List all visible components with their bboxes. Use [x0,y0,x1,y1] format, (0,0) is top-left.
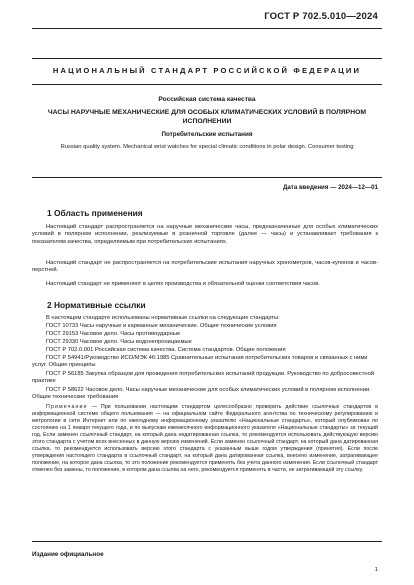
note-text: — При пользовании настоящим стандартом целесообразно проверить действие ссылочных стандартов в информационной системе общего пользования — на официальном сайте Федерального агентства по техническому регулированию и метрологии в сети Интернет или по ежегодному информационному указателю «Национальные стандарты», который опубликован по состоянию на 1 января текущего года, и по выпускам ежемесячного информационного указателя «Национальные стандарты» за текущий год. Если заменен ссылочный стандарт, на который дана недатированная ссылка, то рекомендуется использовать действующую версию этого стандарта с учетом всех внесенных в данную версию изменений. Если заменен ссылочный стандарт, на который дана датированная ссылка, то рекомендуется использовать версию этого стандарта с указанным выше годом утверждения (принятия). Если после утверждения настоящего стандарта в ссылочный стандарт, на который дана датированная ссылка, внесено изменение, затрагивающее положение, на которое дана ссылка, то это положение рекомендуется применять без учета данного изменения. Если ссылочный стандарт отменен без замены, то положение, в котором дана ссылка на него, рекомендуется применять в части, не затрагивающей эту ссылку. [32,404,378,473]
section-1-paragraph: Настоящий стандарт распространяется на наручные механические часы, предназначенные для особых климатических условий в полярном исполнении, реализуемые в розничной торговле (далее — часы) и устанавливает требования к показателям качества, определяемым при потребительских испытаниях. [32,224,378,245]
header-rule [32,28,382,29]
edition-label: Издание официальное [32,551,104,558]
page-number: 1 [374,567,378,573]
introduction-date: Дата введения — 2024—12—01 [282,184,378,191]
section-1-heading: 1 Область применения [47,208,143,218]
document-subtitle: Потребительские испытания [161,131,253,138]
reference-item: ГОСТ 29153 Часовое дело. Часы противоударные [46,331,181,337]
references-intro: В настоящем стандарте использованы нормативные ссылки на следующие стандарты: [46,315,280,321]
title-rule-bottom [32,84,382,85]
reference-item: ГОСТ Р 58622 Часовое дело. Часы наручные механические для особых климатических условий в полярном исполнении. Общие технические требования [32,387,371,401]
intro-rule [32,177,382,178]
system-name: Российская система качества [158,96,256,103]
section-1-paragraph: Настоящий стандарт не распространяется на потребительские испытания наручных хронометров, часов-купонов и часов-перстней. [32,260,378,274]
references-note [32,404,378,474]
footer-rule [32,541,382,542]
reference-item: ГОСТ Р 702.0.001 Российская система качества. Система стандартов. Общие положения [46,347,286,353]
reference-item: ГОСТ Р 56185 Закупка образцов для проведения потребительских испытаний продукции. Руководство по добросовестной практике [32,371,374,385]
english-title: Russian quality system. Mechanical wrist watches for special climatic conditions in polar design. Consumer testing [60,144,354,150]
note-label: Примечание [46,404,88,410]
standard-title: НАЦИОНАЛЬНЫЙ СТАНДАРТ РОССИЙСКОЙ ФЕДЕРАЦИИ [52,66,362,75]
reference-item: ГОСТ Р 54941/Руководство ИСО/МЭК 46:1985 Сравнительные испытания потребительских товаров и связанных с ними услуг. Общие принципы [32,355,368,369]
document-number: ГОСТ Р 702.5.010—2024 [264,11,378,22]
reference-item: ГОСТ 10733 Часы наручные и карманные механические. Общие технические условия [46,323,277,329]
reference-item: ГОСТ 29330 Часовое дело. Часы водонепроницаемые [46,339,192,345]
section-2-heading: 2 Нормативные ссылки [47,300,146,310]
section-1-paragraph: Настоящий стандарт не применяют в целях производства и обязательной оценки соответствия часов. [46,281,320,287]
title-rule-top [32,58,382,59]
document-title: ЧАСЫ НАРУЧНЫЕ МЕХАНИЧЕСКИЕ ДЛЯ ОСОБЫХ КЛИМАТИЧЕСКИХ УСЛОВИЙ В ПОЛЯРНОМ ИСПОЛНЕНИИ [47,109,367,125]
